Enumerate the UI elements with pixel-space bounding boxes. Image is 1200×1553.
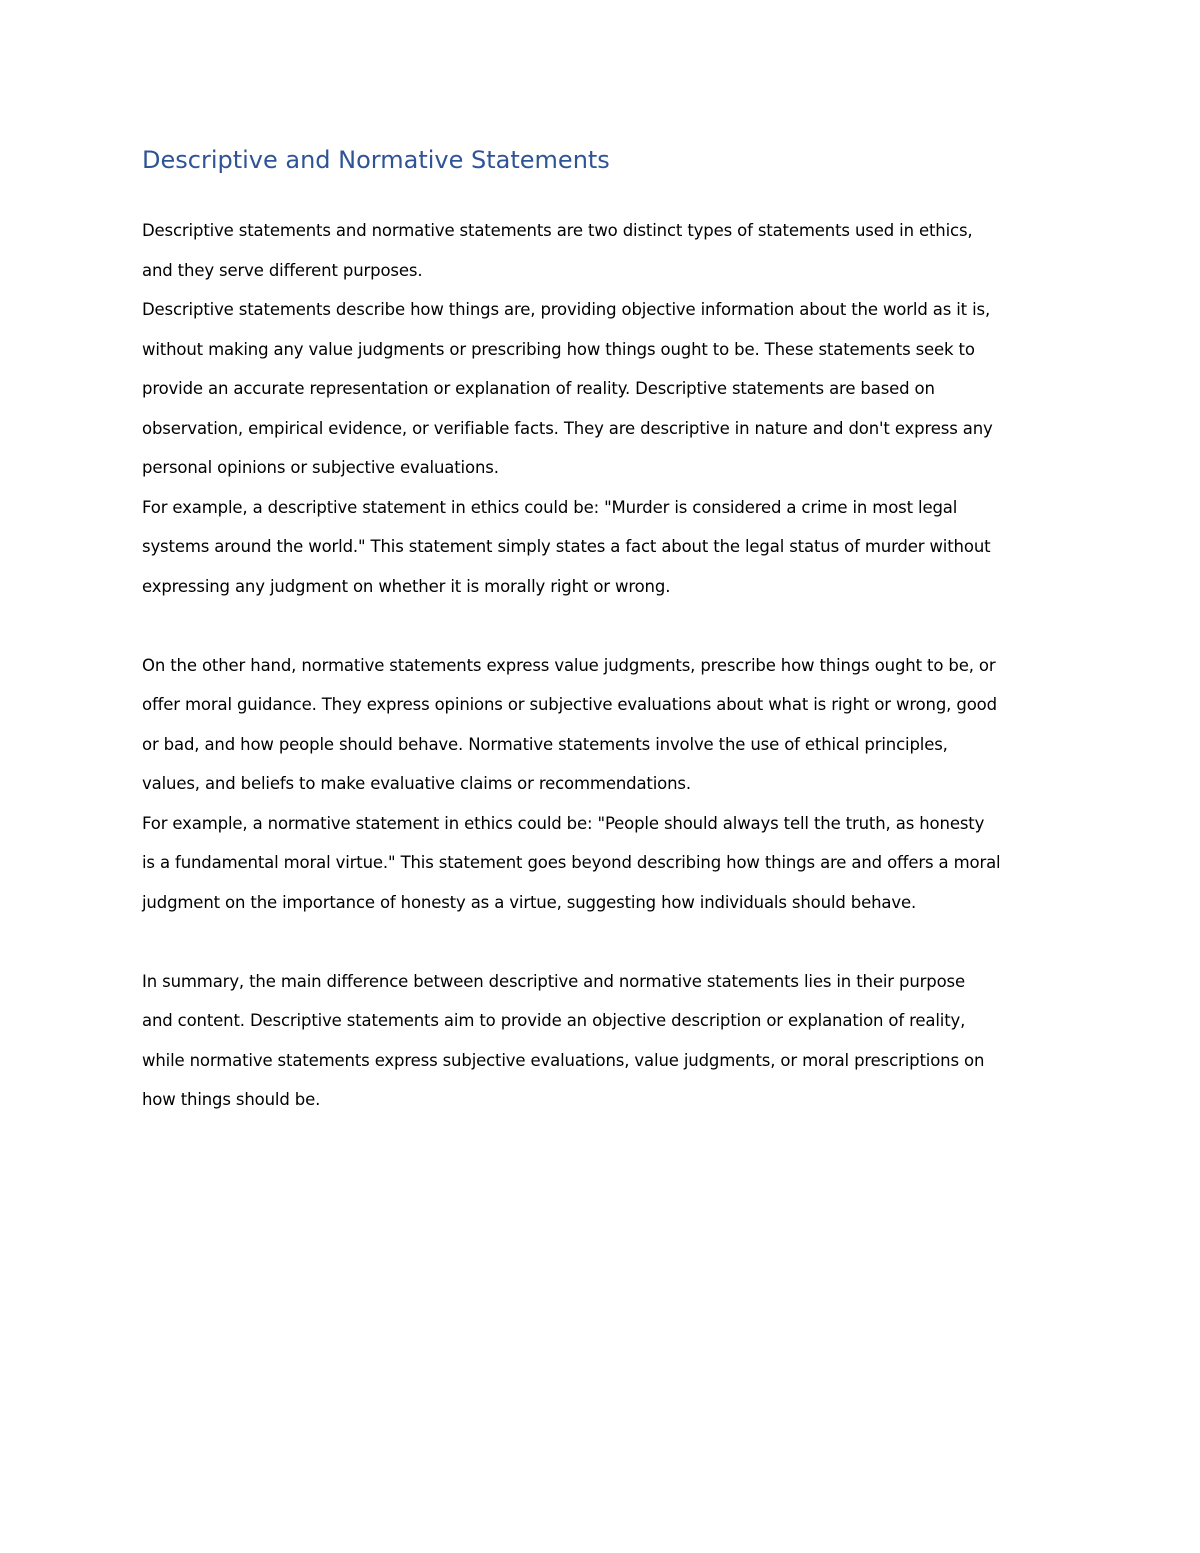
paragraph-normative-example [142, 804, 1060, 923]
text-line: is a fundamental moral virtue." This statement goes beyond describing how things are and offers a moral [142, 853, 1001, 872]
document-body [142, 140, 1060, 1120]
text-line: For example, a descriptive statement in ethics could be: "Murder is considered a crime in most legal [142, 497, 958, 517]
text-line: personal opinions or subjective evaluations. [142, 458, 499, 477]
paragraph-intro [142, 211, 1060, 290]
paragraph-descriptive-example [142, 488, 1060, 607]
text-line: systems around the world." This statement simply states a fact about the legal status of murder without [142, 537, 991, 556]
text-line: expressing any judgment on whether it is morally right or wrong. [142, 576, 671, 596]
paragraph-summary [142, 962, 1060, 1120]
text-line: Descriptive statements and normative statements are two distinct types of statements used in ethics, [142, 221, 973, 240]
text-line: On the other hand, normative statements express value judgments, prescribe how things ought to be, or [142, 655, 996, 675]
text-line: offer moral guidance. They express opinions or subjective evaluations about what is right or wrong, good [142, 695, 997, 714]
text-line: while normative statements express subjective evaluations, value judgments, or moral prescriptions on [142, 1050, 985, 1070]
document-title: Descriptive and Normative Statements [142, 146, 610, 174]
text-line: and content. Descriptive statements aim to provide an objective description or explanation of reality, [142, 1011, 966, 1030]
paragraph-spacing [142, 922, 1060, 962]
text-line: provide an accurate representation or explanation of reality. Descriptive statements are based on [142, 379, 935, 398]
text-line: For example, a normative statement in ethics could be: "People should always tell the truth, as honesty [142, 813, 985, 833]
text-line: judgment on the importance of honesty as a virtue, suggesting how individuals should behave. [142, 892, 917, 912]
text-line: and they serve different purposes. [142, 260, 423, 280]
title-spacing [142, 180, 1060, 211]
text-line: without making any value judgments or prescribing how things ought to be. These statements seek to [142, 339, 975, 359]
paragraph-normative-definition [142, 646, 1060, 804]
text-line: In summary, the main difference between descriptive and normative statements lies in their purpose [142, 971, 965, 991]
text-line: Descriptive statements describe how things are, providing objective information about the world as it is, [142, 300, 991, 319]
text-line: observation, empirical evidence, or verifiable facts. They are descriptive in nature and don't express any [142, 418, 993, 438]
text-line: how things should be. [142, 1090, 321, 1109]
paragraph-descriptive-definition [142, 290, 1060, 488]
text-line: or bad, and how people should behave. Normative statements involve the use of ethical principles, [142, 734, 948, 754]
text-line: values, and beliefs to make evaluative claims or recommendations. [142, 774, 691, 793]
paragraph-spacing [142, 606, 1060, 646]
